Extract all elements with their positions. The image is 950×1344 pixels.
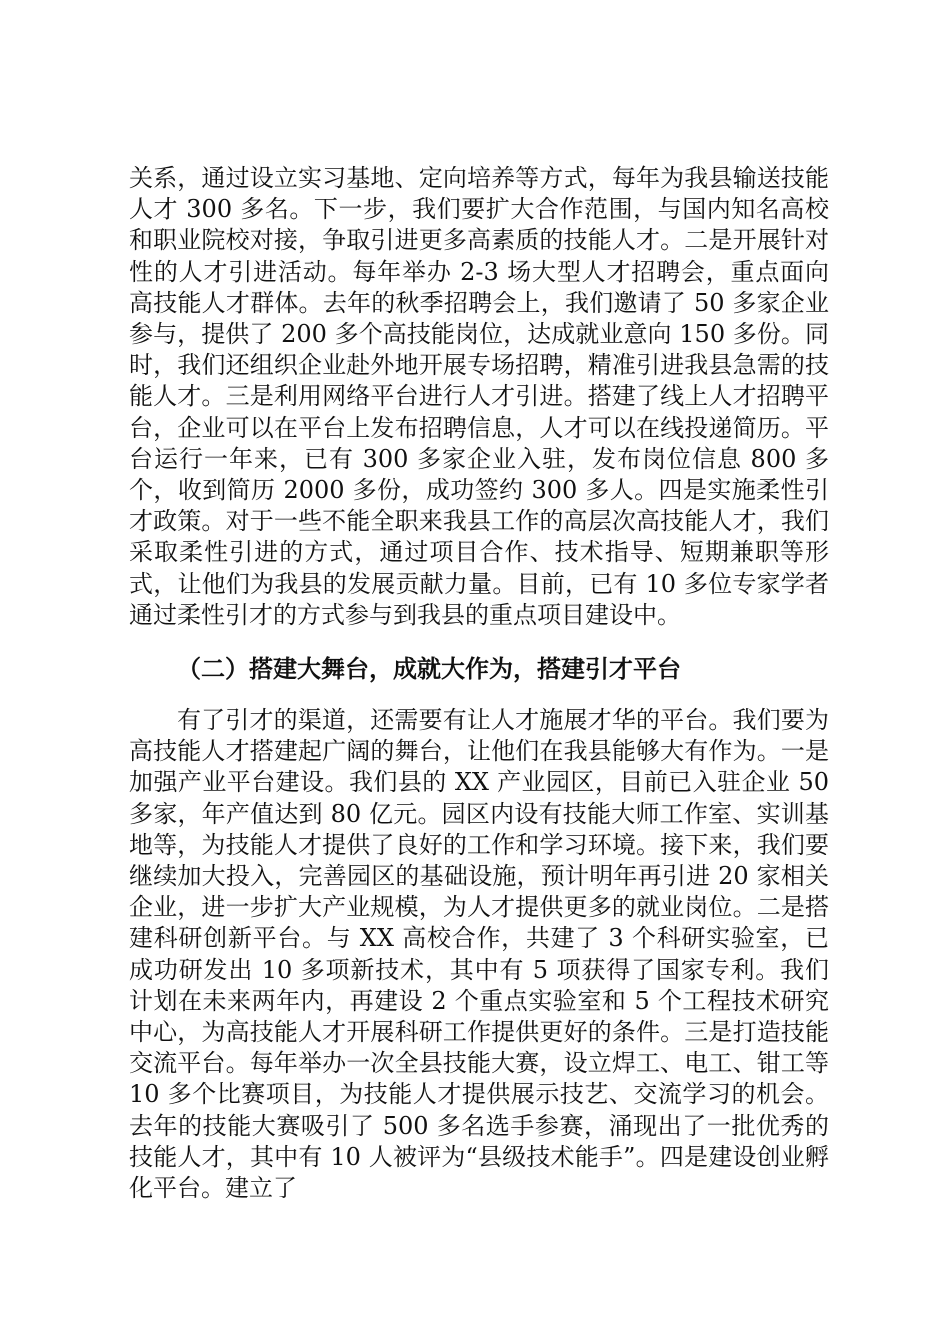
section-heading: （二）搭建大舞台，成就大作为，搭建引才平台 <box>177 655 681 684</box>
body-paragraph: 关系，通过设立实习基地、定向培养等方式，每年为我县输送技能人才 300 多名。下一步，我们要扩大合作范围，与国内知名高校和职业院校对接，争取引进更多高素质的技能人才。二是开展针对性的人才引进活动。每年举办 2-3 场大型人才招聘会，重点面向高技能人才群体。去年的秋季招聘会上，我们邀请了 50 多家企业参与，提供了 200 多个高技能岗位，达成就业意向 150 多份。同时，我们还组织企业赴外地开展专场招聘，精准引进我县急需的技能人才。三是利用网络平台进行人才引进。搭建了线上人才招聘平台，企业可以在平台上发布招聘信息，人才可以在线投递简历。平台运行一年来，已有 300 多家企业入驻，发布岗位信息 800 多个，收到简历 2000 多份，成功签约 300 多人。四是实施柔性引才政策。对于一些不能全职来我县工作的高层次高技能人才，我们采取柔性引进的方式，通过项目合作、技术指导、短期兼职等形式，让他们为我县的发展贡献力量。目前，已有 10 多位专家学者通过柔性引才的方式参与到我县的重点项目建设中。 <box>129 164 829 629</box>
body-paragraph: 有了引才的渠道，还需要有让人才施展才华的平台。我们要为高技能人才搭建起广阔的舞台，让他们在我县能够大有作为。一是加强产业平台建设。我们县的 XX 产业园区，目前已入驻企业 50 多家，年产值达到 80 亿元。园区内设有技能大师工作室、实训基地等，为技能人才提供了良好的工作和学习环境。接下来，我们要继续加大投入，完善园区的基础设施，预计明年再引进 20 家相关企业，进一步扩大产业规模，为人才提供更多的就业岗位。二是搭建科研创新平台。与 XX 高校合作，共建了 3 个科研实验室，已成功研发出 10 多项新技术，其中有 5 项获得了国家专利。我们计划在未来两年内，再建设 2 个重点实验室和 5 个工程技术研究中心，为高技能人才开展科研工作提供更好的条件。三是打造技能交流平台。每年举办一次全县技能大赛，设立焊工、电工、钳工等 10 多个比赛项目，为技能人才提供展示技艺、交流学习的机会。去年的技能大赛吸引了 500 多名选手参赛，涌现出了一批优秀的技能人才，其中有 10 人被评为“县级技术能手”。四是建设创业孵化平台。建立了 <box>129 706 829 1203</box>
document-page <box>129 163 829 1204</box>
